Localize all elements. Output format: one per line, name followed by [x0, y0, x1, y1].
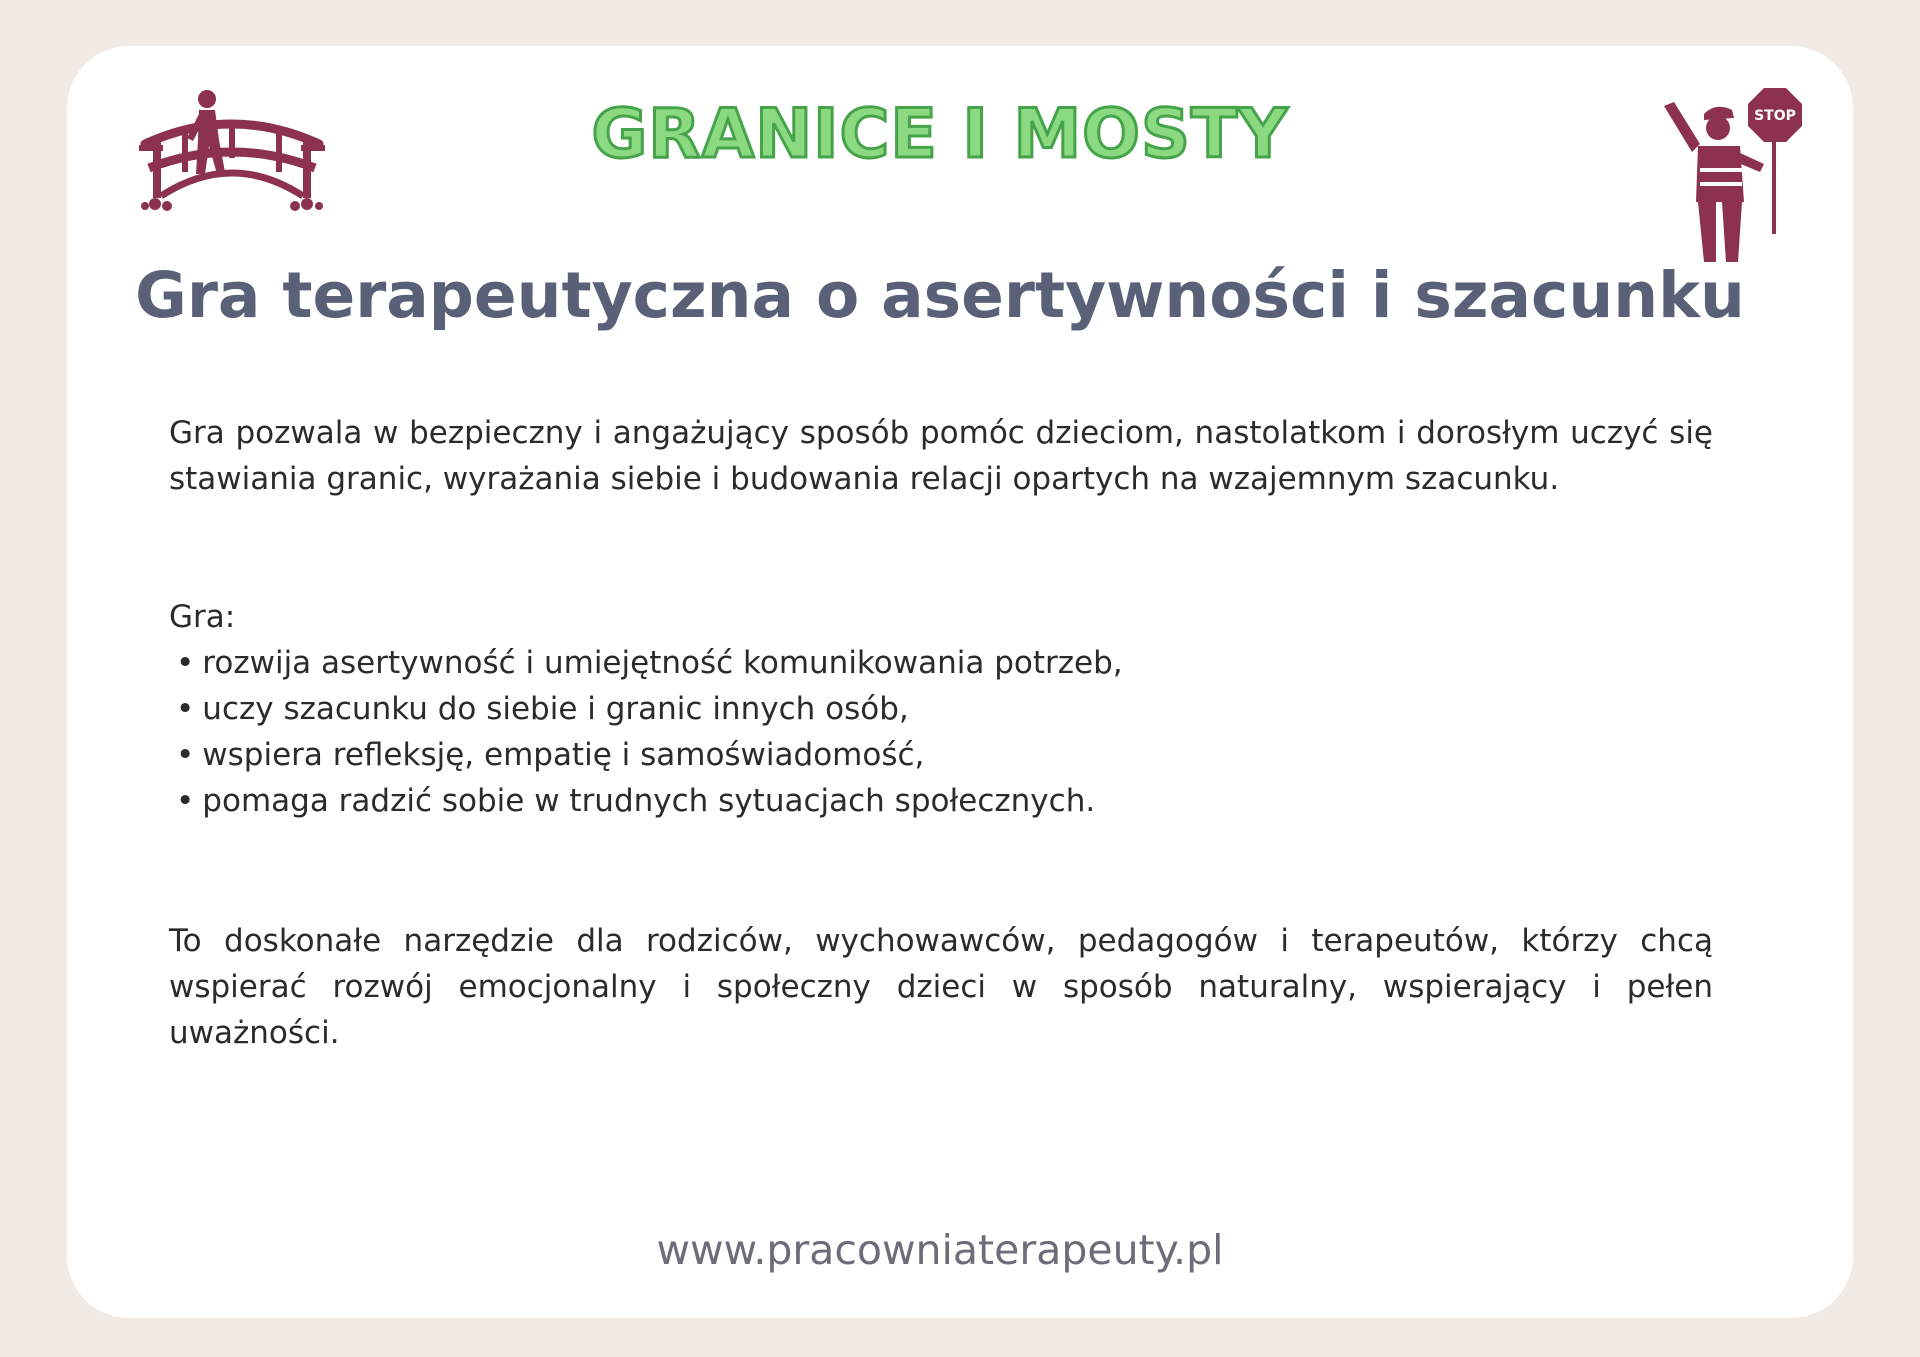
list-item	[176, 778, 1676, 824]
benefits-label: Gra:	[169, 599, 236, 635]
outro-paragraph: To doskonałe narzędzie dla rodziców, wychowawców, pedagogów i terapeutów, którzy chcą wspierać rozwój emocjonalny i społeczny dzieci w sposób naturalny, wspierający i pełen uważności.	[169, 923, 1713, 1051]
list-item-text: wspiera refleksję, empatię i samoświadomość,	[202, 737, 925, 773]
police-officer-stop-sign-icon	[1660, 86, 1806, 266]
footer-url: www.pracowniaterapeuty.pl	[656, 1226, 1224, 1274]
bullet-marker: •	[176, 737, 195, 773]
bullet-marker: •	[176, 783, 195, 819]
list-item-text: rozwija asertywność i umiejętność komunikowania potrzeb,	[202, 645, 1123, 681]
stop-sign-text: STOP	[1754, 108, 1796, 124]
list-item-text: pomaga radzić sobie w trudnych sytuacjach społecznych.	[202, 783, 1096, 819]
list-item	[176, 686, 1676, 732]
subtitle: Gra terapeutyczna o asertywności i szacunku	[135, 259, 1745, 332]
game-title: GRANICE I MOSTY	[591, 95, 1289, 174]
bullet-marker: •	[176, 645, 195, 681]
list-item	[176, 640, 1676, 686]
bullet-marker: •	[176, 691, 195, 727]
list-item	[176, 732, 1676, 778]
benefits-list	[176, 640, 1676, 824]
list-item-text: uczy szacunku do siebie i granic innych osób,	[202, 691, 909, 727]
intro-paragraph: Gra pozwala w bezpieczny i angażujący sposób pomóc dzieciom, nastolatkom i dorosłym uczyć się stawiania granic, wyrażania siebie i budowania relacji opartych na wzajemnym szacunku.	[169, 415, 1713, 497]
